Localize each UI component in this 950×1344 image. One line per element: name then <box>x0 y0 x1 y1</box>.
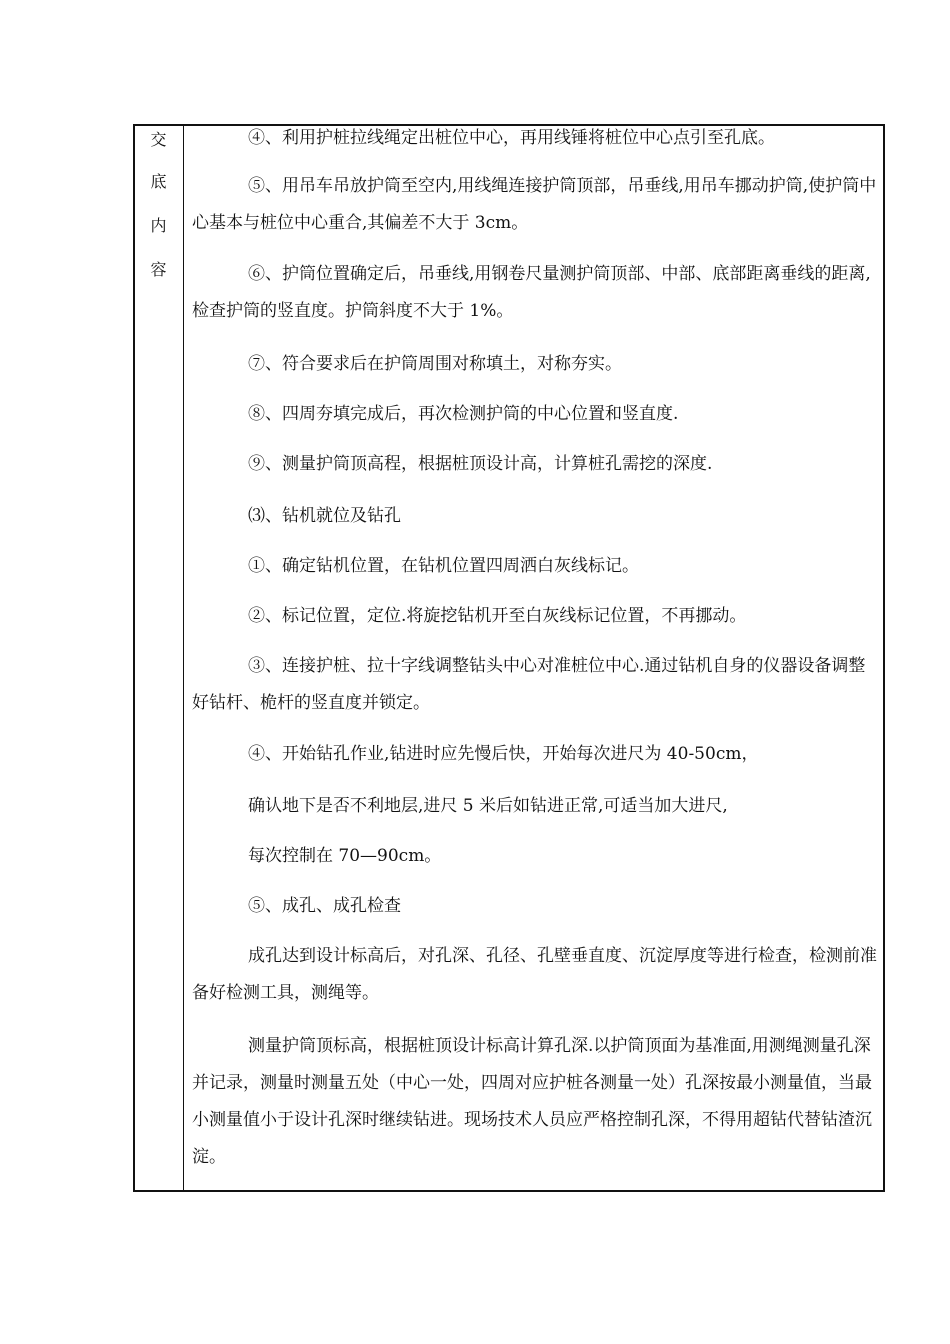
paragraph: ⑧、四周夯填完成后，再次检测护筒的中心位置和竖直度. <box>248 404 679 424</box>
paragraph: 成孔达到设计标高后，对孔深、孔径、孔壁垂直度、沉淀厚度等进行检查，检测前准备好检测工具，测绳等。 <box>192 946 877 1003</box>
paragraph: 每次控制在 70—90cm。 <box>248 846 442 866</box>
section-heading: ⑶、钻机就位及钻孔 <box>248 506 401 526</box>
paragraph: ⑦、符合要求后在护筒周围对称填土，对称夯实。 <box>248 354 622 374</box>
paragraph: 测量护筒顶标高，根据桩顶设计标高计算孔深.以护筒顶面为基准面,用测绳测量孔深并记录，测量时测量五处（中心一处，四周对应护桩各测量一处）孔深按最小测量值，当最小测量值小于设计孔深时继续钻进。现场技术人员应严格控制孔深，不得用超钻代替钻渣沉淀。 <box>192 1036 872 1167</box>
paragraph: ④、利用护桩拉线绳定出桩位中心，再用线锤将桩位中心点引至孔底。 <box>248 128 775 148</box>
column-divider <box>183 124 184 1192</box>
paragraph: ①、确定钻机位置，在钻机位置四周洒白灰线标记。 <box>248 556 639 576</box>
paragraph: 确认地下是否不利地层,进尺 5 米后如钻进正常,可适当加大进尺, <box>248 796 728 816</box>
paragraph: ⑤、成孔、成孔检查 <box>248 896 401 916</box>
side-label-char: 内 <box>150 216 167 235</box>
paragraph: ③、连接护桩、拉十字线调整钻头中心对准桩位中心.通过钻机自身的仪器设备调整好钻杆、桅杆的竖直度并锁定。 <box>192 656 866 713</box>
paragraph: ④、开始钻孔作业,钻进时应先慢后快，开始每次进尺为 40-50cm， <box>248 744 759 764</box>
side-label-char: 交 <box>150 130 167 149</box>
paragraph: ⑨、测量护筒顶高程，根据桩顶设计高，计算桩孔需挖的深度. <box>248 454 713 474</box>
paragraph: ⑥、护筒位置确定后，吊垂线,用钢卷尺量测护筒顶部、中部、底部距离垂线的距离,检查护筒的竖直度。护筒斜度不大于 1%。 <box>192 264 871 321</box>
paragraph: ⑤、用吊车吊放护筒至空内,用线绳连接护筒顶部，吊垂线,用吊车挪动护筒,使护筒中心基本与桩位中心重合,其偏差不大于 3cm。 <box>192 176 877 233</box>
paragraph: ②、标记位置，定位.将旋挖钻机开至白灰线标记位置，不再挪动。 <box>248 606 747 626</box>
side-label-char: 容 <box>150 260 167 279</box>
side-label-char: 底 <box>150 172 167 191</box>
